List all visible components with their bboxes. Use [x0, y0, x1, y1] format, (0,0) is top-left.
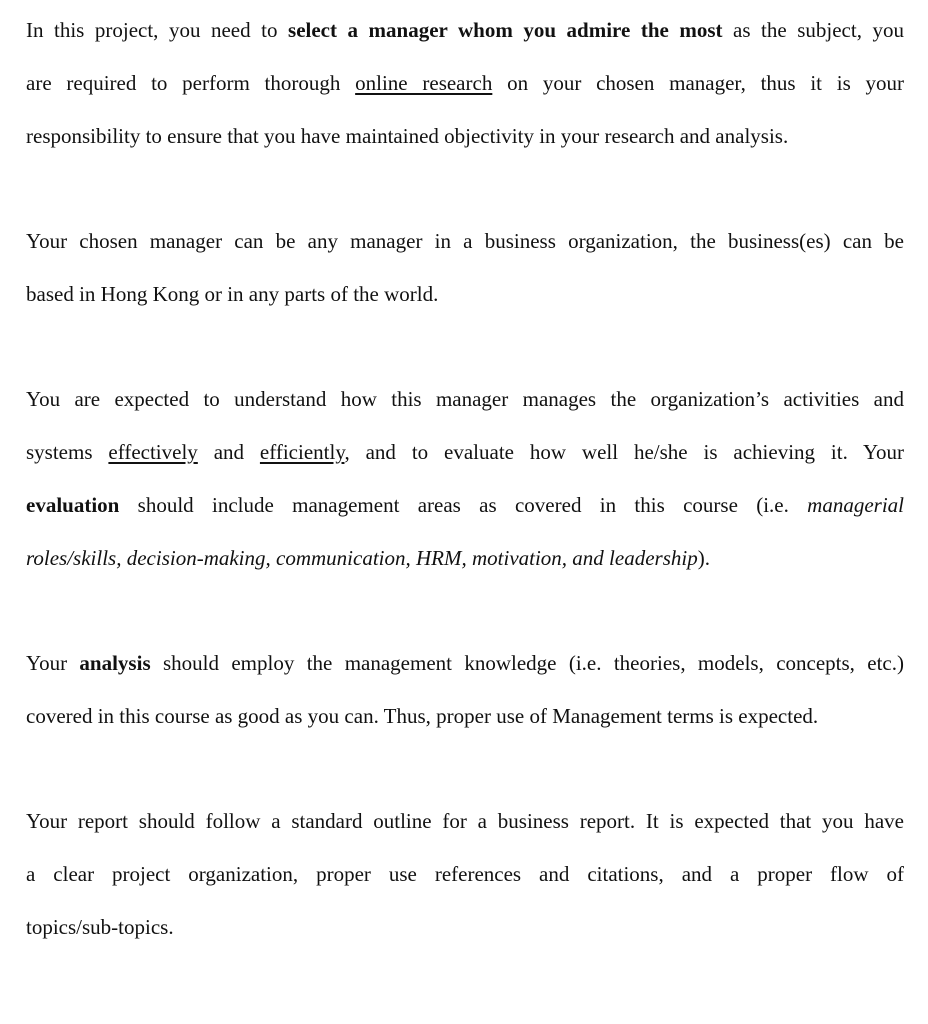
paragraph-3: [26, 377, 904, 589]
paragraph-line: roles/skills, decision-making, communication, HRM, motivation, and leadership).: [26, 546, 710, 570]
paragraph-1: [26, 8, 904, 167]
paragraph-line: You are expected to understand how this manager manages the organization’s activities and: [26, 387, 904, 411]
paragraph-line: topics/sub-topics.: [26, 915, 174, 939]
paragraph-5: [26, 799, 904, 958]
paragraph-line: Your analysis should employ the management knowledge (i.e. theories, models, concepts, etc.): [26, 651, 904, 675]
paragraph-line: In this project, you need to select a manager whom you admire the most as the subject, you: [26, 18, 904, 42]
paragraph-line: Your report should follow a standard outline for a business report. It is expected that you have: [26, 809, 904, 833]
paragraph-line: are required to perform thorough online research on your chosen manager, thus it is your: [26, 71, 904, 95]
document-page: [26, 8, 904, 958]
paragraph-line: Your chosen manager can be any manager in a business organization, the business(es) can be: [26, 229, 904, 253]
paragraph-4: [26, 641, 904, 747]
paragraph-line: a clear project organization, proper use references and citations, and a proper flow of: [26, 862, 904, 886]
paragraph-line: systems effectively and efficiently, and to evaluate how well he/she is achieving it. Your: [26, 440, 904, 464]
paragraph-line: covered in this course as good as you can. Thus, proper use of Management terms is expected.: [26, 704, 819, 728]
paragraph-line: responsibility to ensure that you have maintained objectivity in your research and analysis.: [26, 124, 789, 148]
paragraph-2: [26, 219, 904, 325]
paragraph-line: based in Hong Kong or in any parts of the world.: [26, 282, 439, 306]
paragraph-line: evaluation should include management areas as covered in this course (i.e. managerial: [26, 493, 904, 517]
